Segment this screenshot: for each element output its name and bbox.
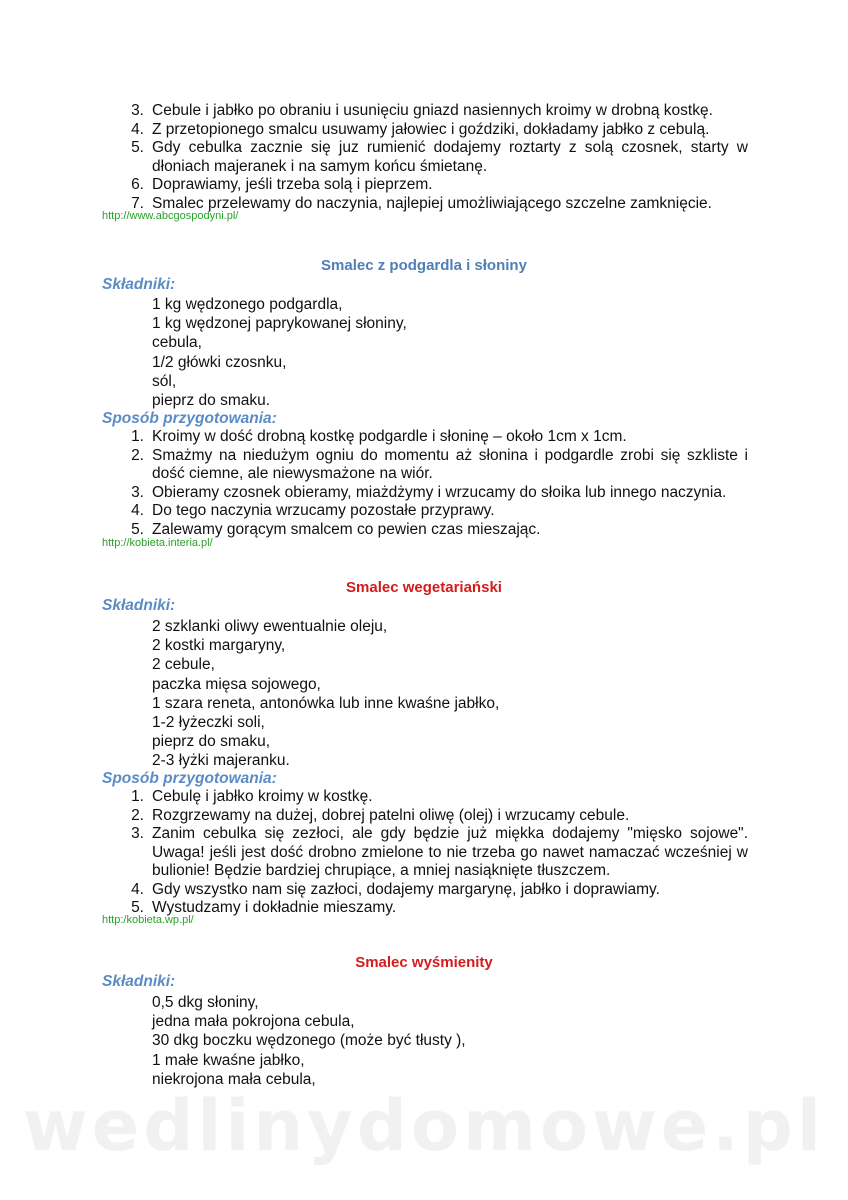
ingredient-item: 2 kostki margaryny, (152, 637, 286, 655)
step-item: 3. Zanim cebulka się zezłoci, ale gdy będzie już miękka dodajemy "mięsko sojowe". Uwaga! jeśli jest dość drobno zmielone to nie trzeba go nawet namaczać wcześniej w bulionie! Będzie bardziej chrupiące, a mniej nasiąknięte tłuszczem. (131, 825, 748, 879)
method-heading: Sposób przygotowania: (102, 770, 277, 787)
ingredient-item: pieprz do smaku, (152, 733, 271, 751)
ingredients-list (152, 295, 407, 410)
step-item: 2. Smażmy na niedużym ogniu do momentu aż słonina i podgardle zrobi się szkliste i dość ciemne, ale niewysmażone na wiór. (131, 446, 748, 482)
ingredient-item: cebula, (152, 334, 202, 352)
ingredient-item: 1 kg wędzonego podgardla, (152, 296, 343, 313)
ingredients-heading: Składniki: (102, 973, 176, 990)
steps-list (102, 788, 748, 918)
step-item: 3. Cebule i jabłko po obraniu i usunięciu gniazd nasiennych kroimy w drobną kostkę. (131, 102, 713, 119)
ingredient-item: 30 dkg boczku wędzonego (może być tłusty ), (152, 1032, 466, 1050)
ingredients-heading: Składniki: (102, 276, 176, 293)
recipe-title: Smalec wegetariański (346, 579, 502, 596)
step-item: 5. Wystudzamy i dokładnie mieszamy. (131, 899, 397, 916)
step-item: 4. Do tego naczynia wrzucamy pozostałe przyprawy. (131, 502, 495, 519)
method-heading: Sposób przygotowania: (102, 410, 277, 427)
watermark: wedlinydomowe.pl (23, 1085, 825, 1167)
step-item: 4. Z przetopionego smalcu usuwamy jałowiec i goździki, dokładamy jabłko z cebulą. (131, 120, 710, 138)
ingredient-item: niekrojona mała cebula, (152, 1070, 316, 1088)
ingredient-item: 2 cebule, (152, 656, 215, 674)
ingredient-item: paczka mięsa sojowego, (152, 675, 321, 693)
source-link[interactable]: http://www.abcgospodyni.pl/ (102, 210, 239, 222)
steps-list (102, 102, 748, 213)
ingredient-item: 0,5 dkg słoniny, (152, 994, 259, 1011)
recipe-title: Smalec wyśmienity (355, 954, 493, 971)
ingredient-item: 1 szara reneta, antonówka lub inne kwaśne jabłko, (152, 694, 500, 712)
recipe-title: Smalec z podgardla i słoniny (321, 257, 527, 274)
step-item: 3. Obieramy czosnek obieramy, miażdżymy i wrzucamy do słoika lub innego naczynia. (131, 483, 727, 501)
step-item: 6. Doprawiamy, jeśli trzeba solą i pieprzem. (131, 176, 433, 193)
ingredients-heading: Składniki: (102, 597, 176, 614)
step-item: 2. Rozgrzewamy na dużej, dobrej patelni oliwę (olej) i wrzucamy cebule. (131, 806, 630, 824)
ingredient-item: sól, (152, 372, 177, 390)
step-item: 1. Kroimy w dość drobną kostkę podgardle i słoninę – około 1cm x 1cm. (131, 428, 627, 445)
step-item: 5. Zalewamy gorącym smalcem co pewien czas mieszając. (131, 520, 541, 538)
step-item: 7. Smalec przelewamy do naczynia, najlepiej umożliwiającego szczelne zamknięcie. (131, 194, 712, 212)
ingredient-item: 1 kg wędzonej paprykowanej słoniny, (152, 315, 407, 333)
steps-list (102, 428, 748, 539)
ingredient-item: 2 szklanki oliwy ewentualnie oleju, (152, 618, 388, 635)
ingredient-item: 1 małe kwaśne jabłko, (152, 1051, 305, 1069)
ingredient-item: 1/2 główki czosnku, (152, 353, 287, 371)
step-item: 4. Gdy wszystko nam się zazłoci, dodajemy margarynę, jabłko i doprawiamy. (131, 880, 660, 898)
source-link[interactable]: http://kobieta.interia.pl/ (102, 537, 213, 549)
step-item: 1. Cebulę i jabłko kroimy w kostkę. (131, 788, 373, 805)
ingredients-list (152, 993, 466, 1089)
ingredients-list (152, 617, 499, 771)
ingredient-item: 1-2 łyżeczki soli, (152, 714, 265, 732)
source-link[interactable]: http:/kobieta.wp.pl/ (102, 914, 194, 926)
ingredient-item: pieprz do smaku. (152, 392, 271, 410)
ingredient-item: 2-3 łyżki majeranku. (152, 752, 290, 770)
step-item: 5. Gdy cebulka zacznie się juz rumienić dodajemy roztarty z solą czosnek, starty w dłoniach majeranek i na samym końcu śmietanę. (131, 139, 748, 175)
ingredient-item: jedna mała pokrojona cebula, (152, 1013, 355, 1031)
